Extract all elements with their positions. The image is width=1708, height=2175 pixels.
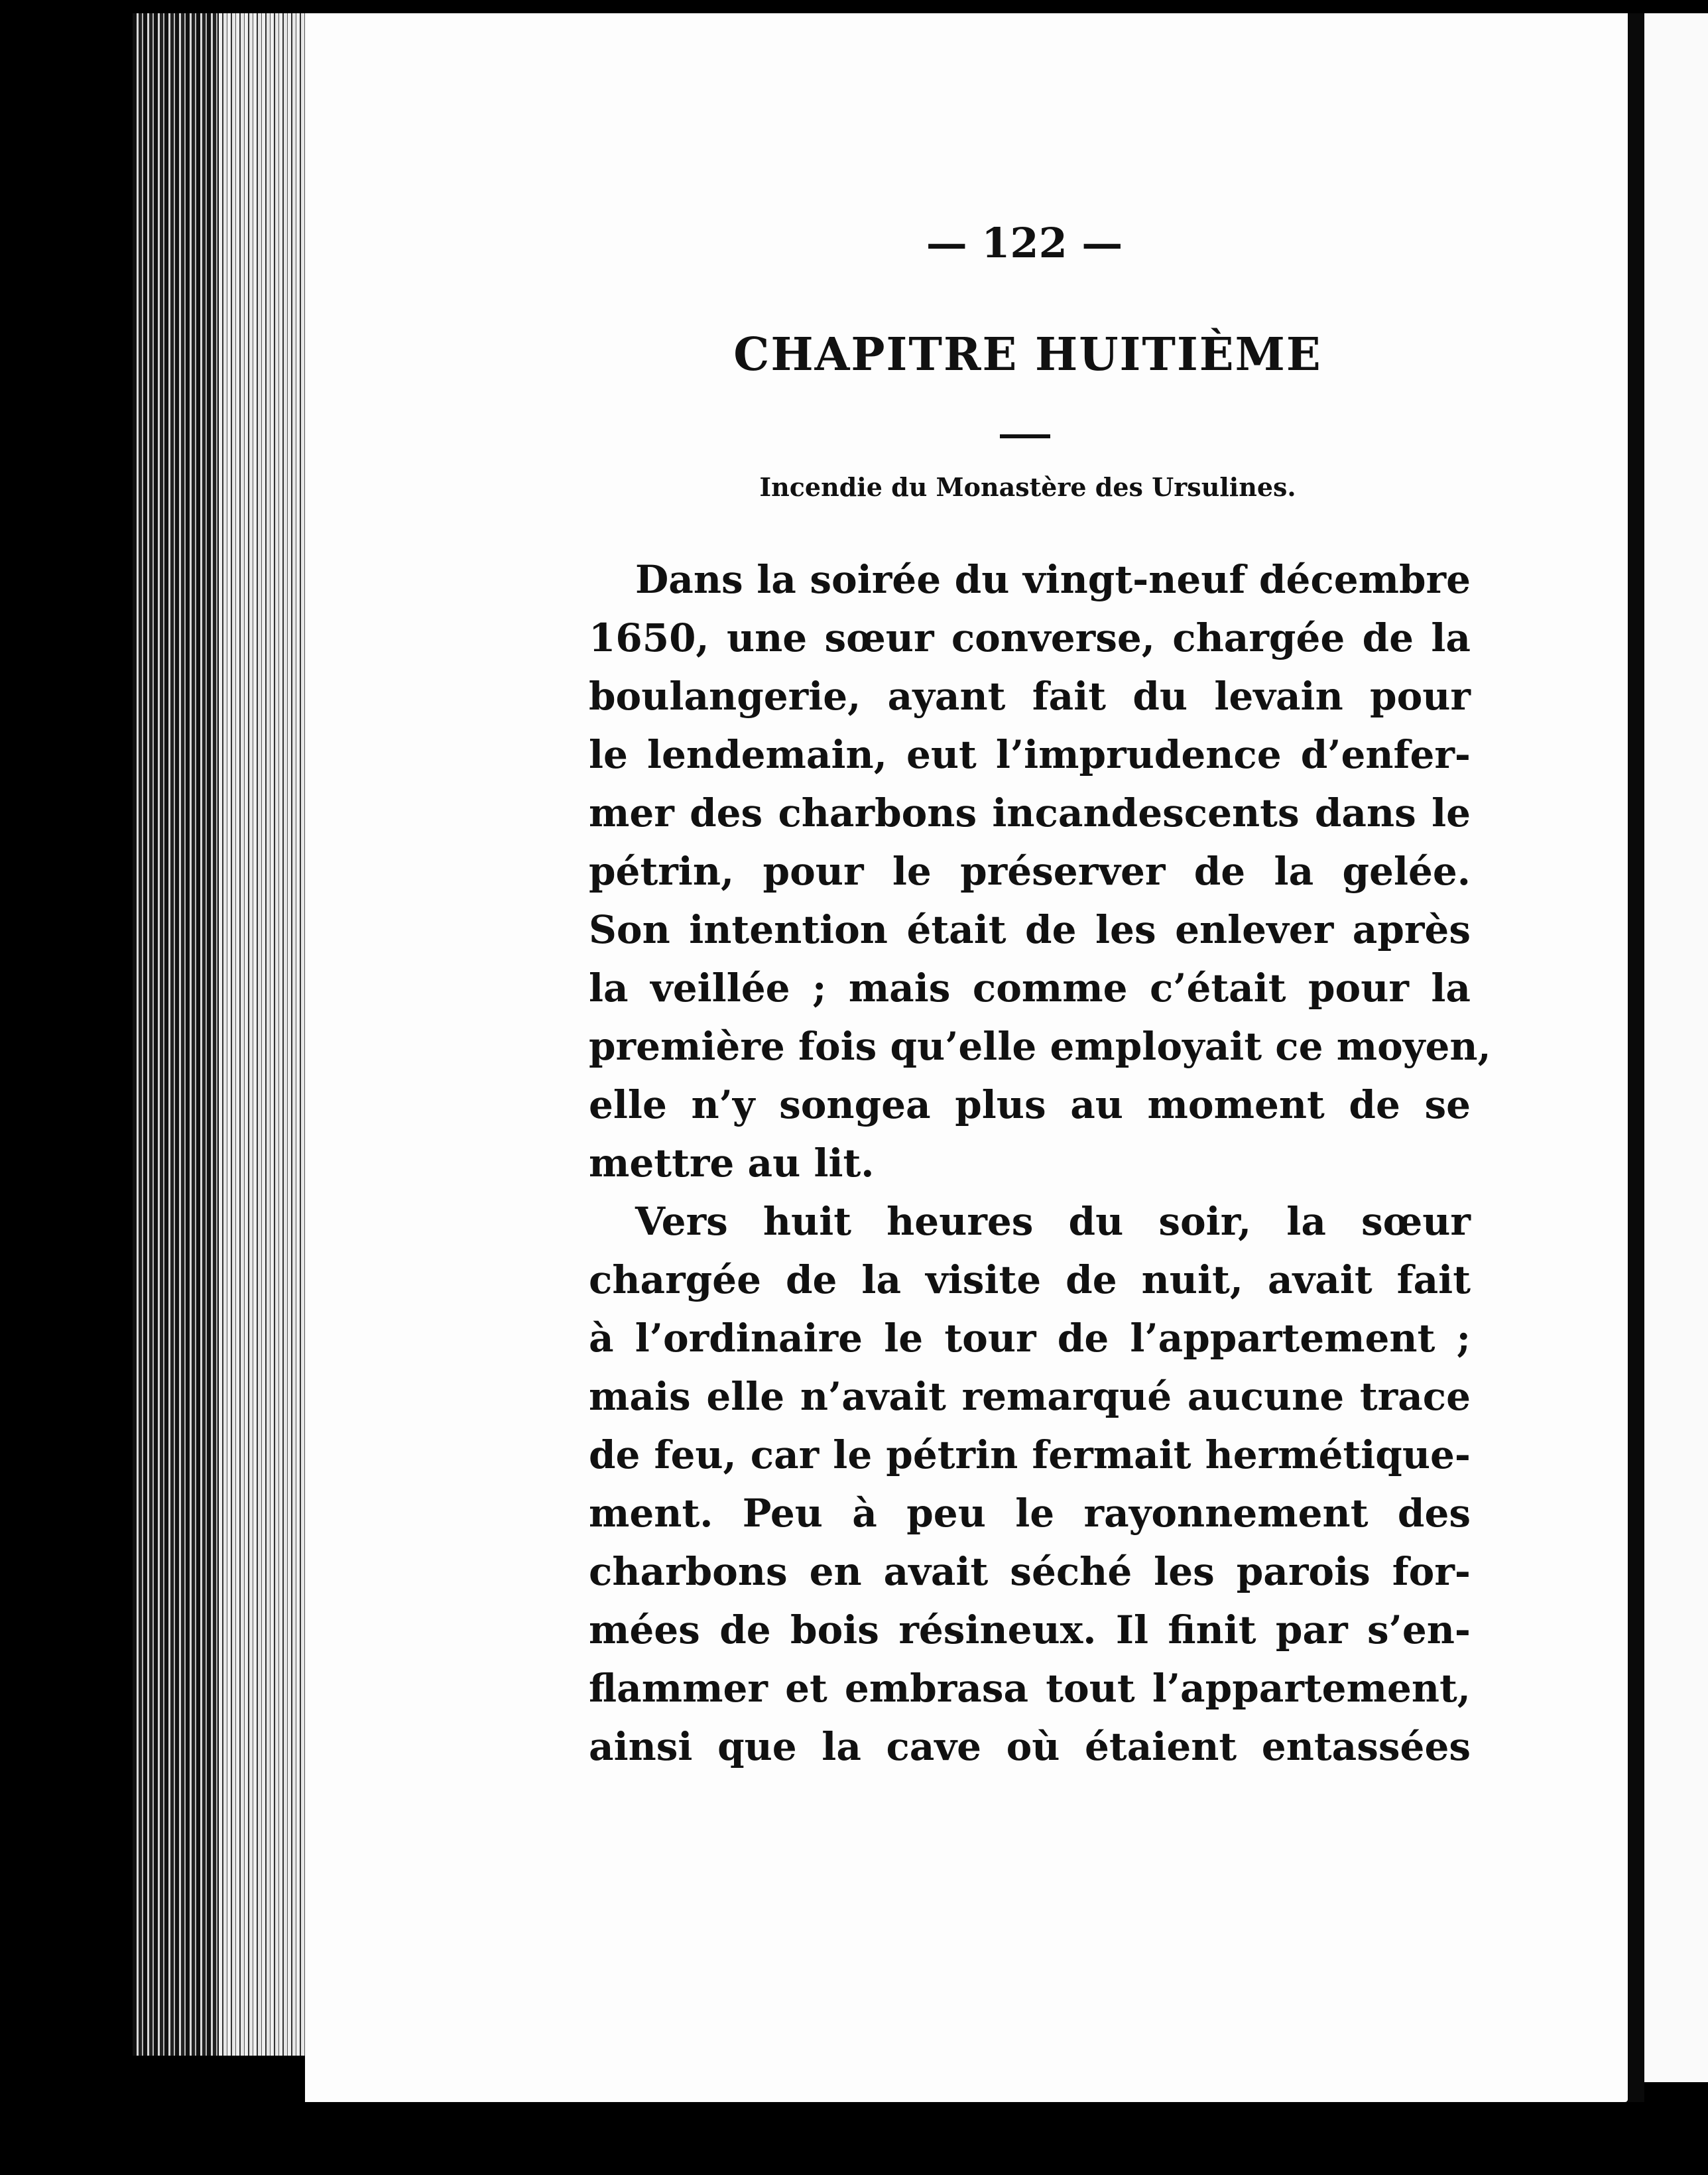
text-line: Vers huit heures du soir, la sœur <box>635 1199 1471 1244</box>
page-number: — 122 — <box>926 219 1123 267</box>
text-line: elle n’y songea plus au moment de se <box>589 1082 1471 1127</box>
text-line: mer des charbons incandescents dans le <box>589 790 1471 836</box>
text-line: boulangerie, ayant fait du levain pour <box>589 674 1471 719</box>
text-line: ment. Peu à peu le rayonnement des <box>589 1491 1471 1536</box>
body-text <box>589 550 1491 1776</box>
text-line: pétrin, pour le préserver de la gelée. <box>589 849 1471 894</box>
text-line: charbons en avait séché les parois for- <box>589 1549 1471 1594</box>
chapter-subtitle: Incendie du Monastère des Ursulines. <box>759 472 1296 502</box>
text-line: mées de bois résineux. Il finit par s’en- <box>589 1607 1471 1652</box>
text-line: chargée de la visite de nuit, avait fait <box>589 1257 1471 1302</box>
gutter-shadow <box>1628 13 1644 2102</box>
text-line: première fois qu’elle employait ce moyen, <box>589 1024 1491 1069</box>
text-line: Son intention était de les enlever après <box>589 907 1471 952</box>
title-rule <box>1000 434 1050 438</box>
text-line: de feu, car le pétrin fermait hermétique- <box>589 1432 1471 1477</box>
next-page-edge <box>1644 13 1708 2082</box>
chapter-title: CHAPITRE HUITIÈME <box>733 328 1322 381</box>
text-line: la veillée ; mais comme c’était pour la <box>589 965 1471 1011</box>
text-line: à l’ordinaire le tour de l’appartement ; <box>589 1316 1471 1361</box>
text-line: le lendemain, eut l’imprudence d’enfer- <box>589 732 1471 777</box>
page-edges-light <box>219 13 305 2056</box>
text-line: mais elle n’avait remarqué aucune trace <box>589 1374 1471 1419</box>
text-line: flammer et embrasa tout l’appartement, <box>589 1666 1471 1711</box>
text-line: 1650, une sœur converse, chargée de la <box>589 615 1471 660</box>
text-line: mettre au lit. <box>589 1141 875 1186</box>
text-line: ainsi que la cave où étaient entassées <box>589 1724 1471 1769</box>
text-line: Dans la soirée du vingt-neuf décembre <box>635 557 1471 602</box>
